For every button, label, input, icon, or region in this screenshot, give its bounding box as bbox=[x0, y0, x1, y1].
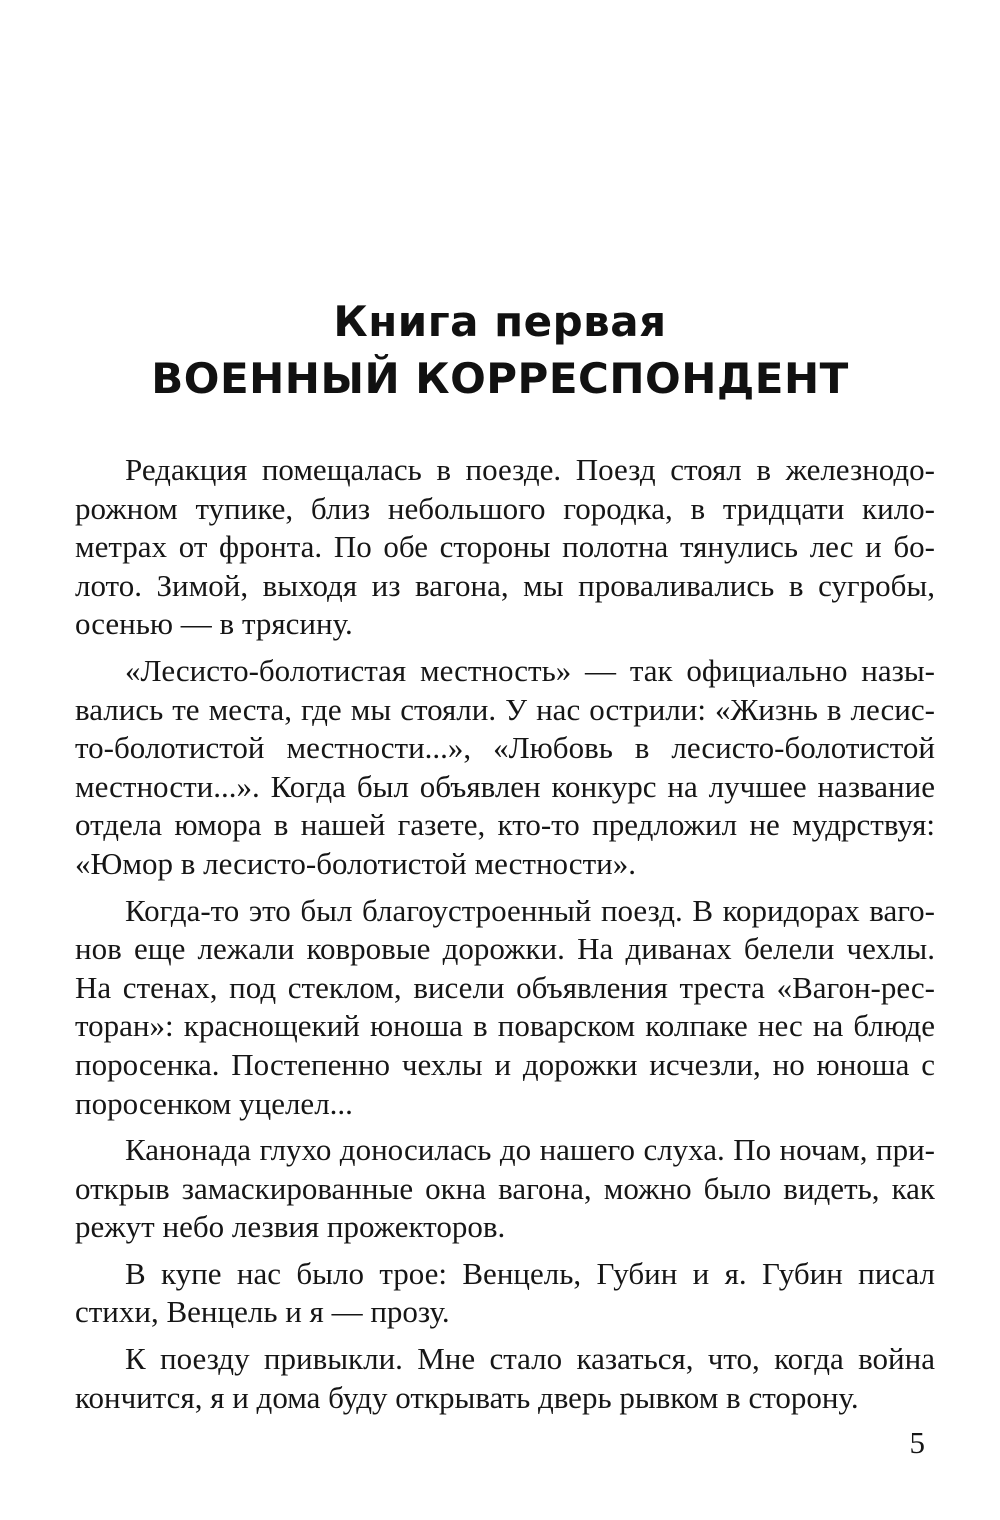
paragraph: Редакция помещалась в поезде. Поезд стоял в железнодорожном тупике, близ небольшого городка, в тридцати километрах от фронта. По обе стороны полотна тянулись лес и болото. Зимой, выходя из вагона, мы проваливались в сугробы, осенью — в трясину. bbox=[75, 452, 935, 642]
body-text bbox=[75, 451, 935, 1425]
book-label: Книга первая bbox=[333, 297, 667, 347]
paragraph: Канонада глухо доносилась до нашего слуха. По ночам, приоткрыв замаскированные окна вагона, можно было видеть, как режут небо лезвия прожекторов. bbox=[75, 1132, 935, 1245]
paragraph: Когда-то это был благоустроенный поезд. В коридорах вагонов еще лежали ковровые дорожки. На диванах белели чехлы. На стенах, под стеклом, висели объявления треста «Вагон-ресторан»: краснощекий юноша в поварском колпаке нес на блюде поросенка. Постепенно чехлы и дорожки исчезли, но юноша с поросенком уцелел... bbox=[75, 892, 935, 1121]
paragraph: К поезду привыкли. Мне стало казаться, что, когда война кончится, я и дома буду открывать дверь рывком в сторону. bbox=[75, 1341, 935, 1415]
paragraph: В купе нас было трое: Венцель, Губин и я. Губин писал стихи, Венцель и я — прозу. bbox=[75, 1255, 935, 1330]
chapter-title: ВОЕННЫЙ КОРРЕСПОНДЕНТ bbox=[151, 354, 849, 404]
paragraph: «Лесисто-болотистая местность» — так официально назывались те места, где мы стояли. У нас острили: «Жизнь в лесисто-болотистой местности...», «Любовь в лесисто-болотистой местности...». Когда был объявлен конкурс на лучшее название отдела юмора в нашей газете, кто-то предложил не мудрствуя: «Юмор в лесисто-болотистой местности». bbox=[75, 652, 935, 881]
chapter-heading bbox=[0, 297, 1000, 407]
page-number: 5 bbox=[909, 1425, 925, 1460]
